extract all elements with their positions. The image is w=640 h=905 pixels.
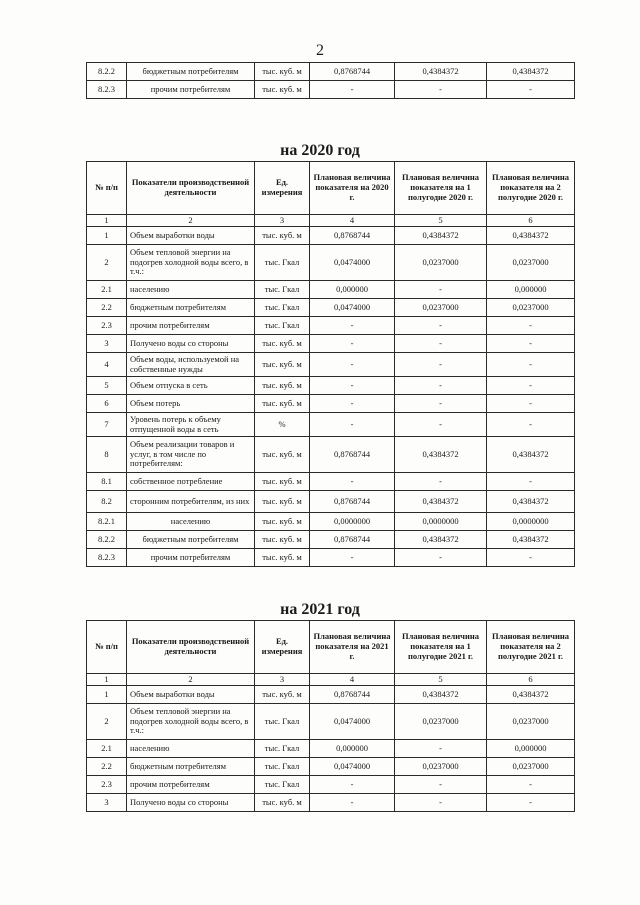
row-plan-h2: - — [487, 335, 575, 353]
row-plan-year: - — [310, 317, 395, 335]
header-indicator: Показатели производственной деятельности — [127, 162, 255, 215]
column-number: 3 — [255, 674, 310, 686]
row-indicator: бюджетным потребителям — [127, 299, 255, 317]
continuation-table-body — [87, 63, 575, 99]
row-plan-year: - — [310, 353, 395, 377]
header-indicator: Показатели производственной деятельности — [127, 621, 255, 674]
table-row — [87, 81, 575, 99]
row-plan-h2: 0,0237000 — [487, 704, 575, 740]
column-number: 5 — [395, 674, 487, 686]
row-plan-h2: 0,4384372 — [487, 491, 575, 513]
row-unit: тыс. куб. м — [255, 377, 310, 395]
row-indicator: бюджетным потребителям — [127, 531, 255, 549]
row-plan-year: 0,0000000 — [310, 513, 395, 531]
header-plan-year: Плановая величина показателя на 2020 г. — [310, 162, 395, 215]
row-unit: тыс. Гкал — [255, 245, 310, 281]
row-indicator: прочим потребителям — [127, 776, 255, 794]
table-row — [87, 776, 575, 794]
column-number: 5 — [395, 215, 487, 227]
table-row — [87, 549, 575, 567]
row-indicator: прочим потребителям — [127, 317, 255, 335]
row-plan-h1: 0,4384372 — [395, 531, 487, 549]
table-row — [87, 531, 575, 549]
row-number: 8.2 — [87, 491, 127, 513]
row-plan-year: 0,000000 — [310, 281, 395, 299]
table-2020 — [86, 161, 575, 567]
row-plan-year: 0,8768744 — [310, 491, 395, 513]
row-number: 2.1 — [87, 281, 127, 299]
row-plan-year: 0,0474000 — [310, 758, 395, 776]
header-plan-h1: Плановая величина показателя на 1 полугодие 2021 г. — [395, 621, 487, 674]
row-unit: тыс. Гкал — [255, 299, 310, 317]
row-plan-h1: 0,0000000 — [395, 513, 487, 531]
table-row — [87, 758, 575, 776]
header-plan-year: Плановая величина показателя на 2021 г. — [310, 621, 395, 674]
table-2021-body — [87, 686, 575, 812]
row-unit: тыс. куб. м — [255, 335, 310, 353]
row-number: 7 — [87, 413, 127, 437]
row-plan-year: - — [310, 395, 395, 413]
row-plan-h2: - — [487, 317, 575, 335]
row-indicator: прочим потребителям — [127, 549, 255, 567]
row-plan-year: 0,8768744 — [310, 227, 395, 245]
row-plan-year: 0,8768744 — [310, 686, 395, 704]
row-plan-h1: 0,0237000 — [395, 245, 487, 281]
row-unit: тыс. Гкал — [255, 704, 310, 740]
table-row — [87, 686, 575, 704]
column-number: 1 — [87, 674, 127, 686]
row-plan-h1: - — [395, 794, 487, 812]
row-unit: тыс. Гкал — [255, 281, 310, 299]
row-unit: тыс. куб. м — [255, 227, 310, 245]
table-row — [87, 377, 575, 395]
row-plan-h1: - — [395, 317, 487, 335]
row-number: 8.2.2 — [87, 63, 127, 81]
row-unit: тыс. куб. м — [255, 513, 310, 531]
row-plan-h1: 0,4384372 — [395, 437, 487, 473]
row-number: 3 — [87, 335, 127, 353]
header-unit: Ед. измерения — [255, 621, 310, 674]
row-plan-h1: - — [395, 353, 487, 377]
row-unit: тыс. куб. м — [255, 531, 310, 549]
row-plan-h2: 0,0237000 — [487, 758, 575, 776]
row-unit: тыс. Гкал — [255, 776, 310, 794]
page-number: 2 — [316, 42, 324, 59]
row-plan-h1: - — [395, 281, 487, 299]
row-plan-h2: 0,4384372 — [487, 227, 575, 245]
row-plan-h1: 0,0237000 — [395, 299, 487, 317]
column-number: 4 — [310, 674, 395, 686]
header-number: № п/п — [87, 162, 127, 215]
row-plan-h2: - — [487, 413, 575, 437]
table-row — [87, 299, 575, 317]
row-plan-year: - — [310, 335, 395, 353]
row-plan-h2: - — [487, 395, 575, 413]
row-number: 2.3 — [87, 776, 127, 794]
row-unit: тыс. Гкал — [255, 740, 310, 758]
table-row — [87, 704, 575, 740]
row-plan-h1: - — [395, 549, 487, 567]
row-plan-h1: 0,4384372 — [395, 491, 487, 513]
row-plan-h1: 0,4384372 — [395, 227, 487, 245]
row-number: 1 — [87, 227, 127, 245]
row-plan-h2: - — [487, 549, 575, 567]
row-plan-year: 0,0474000 — [310, 299, 395, 317]
table-row — [87, 413, 575, 437]
row-number: 2.2 — [87, 758, 127, 776]
header-plan-h2: Плановая величина показателя на 2 полугодие 2021 г. — [487, 621, 575, 674]
row-plan-h1: - — [395, 395, 487, 413]
row-unit: тыс. Гкал — [255, 317, 310, 335]
row-plan-year: - — [310, 473, 395, 491]
row-unit: тыс. куб. м — [255, 353, 310, 377]
table-row — [87, 513, 575, 531]
table-row — [87, 491, 575, 513]
header-plan-h2: Плановая величина показателя на 2 полугодие 2020 г. — [487, 162, 575, 215]
table-row — [87, 353, 575, 377]
row-number: 8.2.3 — [87, 81, 127, 99]
row-indicator: Объем выработки воды — [127, 227, 255, 245]
row-indicator: прочим потребителям — [127, 81, 255, 99]
row-indicator: населению — [127, 513, 255, 531]
table-2020-body — [87, 227, 575, 567]
row-plan-h2: - — [487, 377, 575, 395]
table-row — [87, 794, 575, 812]
row-number: 2 — [87, 704, 127, 740]
row-number: 8.2.1 — [87, 513, 127, 531]
row-unit: тыс. куб. м — [255, 473, 310, 491]
table-row — [87, 335, 575, 353]
row-unit: тыс. куб. м — [255, 63, 310, 81]
row-unit: тыс. Гкал — [255, 758, 310, 776]
row-indicator: Объем воды, используемой на собственные нужды — [127, 353, 255, 377]
row-plan-h2: 0,4384372 — [487, 531, 575, 549]
row-indicator: Объем тепловой энергии на подогрев холодной воды всего, в т.ч.: — [127, 245, 255, 281]
row-indicator: Объем реализации товаров и услуг, в том числе по потребителям: — [127, 437, 255, 473]
row-plan-h2: - — [487, 473, 575, 491]
row-plan-year: 0,0474000 — [310, 245, 395, 281]
row-plan-year: - — [310, 81, 395, 99]
continuation-table — [86, 62, 575, 99]
row-plan-h2: 0,000000 — [487, 740, 575, 758]
row-indicator: собственное потребление — [127, 473, 255, 491]
row-plan-year: - — [310, 794, 395, 812]
column-number: 3 — [255, 215, 310, 227]
row-indicator: Объем тепловой энергии на подогрев холодной воды всего, в т.ч.: — [127, 704, 255, 740]
row-unit: тыс. куб. м — [255, 395, 310, 413]
row-number: 8.1 — [87, 473, 127, 491]
row-unit: тыс. куб. м — [255, 437, 310, 473]
row-unit: тыс. куб. м — [255, 794, 310, 812]
row-number: 2.2 — [87, 299, 127, 317]
row-indicator: Объем выработки воды — [127, 686, 255, 704]
row-indicator: бюджетным потребителям — [127, 63, 255, 81]
row-unit: тыс. куб. м — [255, 81, 310, 99]
header-plan-h1: Плановая величина показателя на 1 полугодие 2020 г. — [395, 162, 487, 215]
row-indicator: населению — [127, 281, 255, 299]
table-2021 — [86, 620, 575, 812]
row-plan-h1: 0,4384372 — [395, 686, 487, 704]
row-plan-h2: 0,4384372 — [487, 437, 575, 473]
section-title-2021: на 2021 год — [280, 601, 360, 618]
table-row — [87, 317, 575, 335]
row-plan-h2: - — [487, 794, 575, 812]
row-plan-year: - — [310, 549, 395, 567]
row-plan-h1: 0,4384372 — [395, 63, 487, 81]
table-row — [87, 740, 575, 758]
row-number: 8.2.3 — [87, 549, 127, 567]
row-plan-h2: 0,0237000 — [487, 299, 575, 317]
row-indicator: бюджетным потребителям — [127, 758, 255, 776]
row-indicator: Объем отпуска в сеть — [127, 377, 255, 395]
row-plan-year: - — [310, 377, 395, 395]
row-number: 8.2.2 — [87, 531, 127, 549]
row-plan-year: 0,8768744 — [310, 63, 395, 81]
row-unit: тыс. куб. м — [255, 686, 310, 704]
header-unit: Ед. измерения — [255, 162, 310, 215]
column-number: 2 — [127, 674, 255, 686]
row-plan-h2: - — [487, 81, 575, 99]
row-plan-h2: 0,0237000 — [487, 245, 575, 281]
table-row — [87, 473, 575, 491]
row-plan-year: - — [310, 413, 395, 437]
row-plan-h1: - — [395, 740, 487, 758]
row-indicator: сторонним потребителям, из них — [127, 491, 255, 513]
row-number: 3 — [87, 794, 127, 812]
table-row — [87, 245, 575, 281]
row-plan-h1: - — [395, 776, 487, 794]
row-indicator: населению — [127, 740, 255, 758]
column-number: 2 — [127, 215, 255, 227]
row-plan-h1: - — [395, 473, 487, 491]
row-plan-h1: - — [395, 377, 487, 395]
row-number: 4 — [87, 353, 127, 377]
row-plan-year: 0,8768744 — [310, 437, 395, 473]
row-plan-h2: 0,0000000 — [487, 513, 575, 531]
row-plan-h2: - — [487, 776, 575, 794]
section-title-2020: на 2020 год — [280, 142, 360, 159]
column-number: 6 — [487, 215, 575, 227]
header-number: № п/п — [87, 621, 127, 674]
row-indicator: Получено воды со стороны — [127, 335, 255, 353]
row-plan-h2: 0,000000 — [487, 281, 575, 299]
row-indicator: Получено воды со стороны — [127, 794, 255, 812]
row-unit: % — [255, 413, 310, 437]
row-number: 1 — [87, 686, 127, 704]
row-plan-h2: 0,4384372 — [487, 686, 575, 704]
row-number: 2 — [87, 245, 127, 281]
column-number: 1 — [87, 215, 127, 227]
column-number: 4 — [310, 215, 395, 227]
row-number: 2.3 — [87, 317, 127, 335]
row-plan-year: 0,0474000 — [310, 704, 395, 740]
row-indicator: Объем потерь — [127, 395, 255, 413]
row-plan-h2: - — [487, 353, 575, 377]
row-number: 6 — [87, 395, 127, 413]
row-plan-h1: - — [395, 335, 487, 353]
row-indicator: Уровень потерь к объему отпущенной воды в сеть — [127, 413, 255, 437]
table-row — [87, 437, 575, 473]
row-number: 8 — [87, 437, 127, 473]
row-unit: тыс. куб. м — [255, 491, 310, 513]
row-plan-h1: 0,0237000 — [395, 758, 487, 776]
table-row — [87, 395, 575, 413]
table-row — [87, 281, 575, 299]
row-unit: тыс. куб. м — [255, 549, 310, 567]
row-plan-year: 0,000000 — [310, 740, 395, 758]
table-row — [87, 227, 575, 245]
row-number: 5 — [87, 377, 127, 395]
row-number: 2.1 — [87, 740, 127, 758]
row-plan-year: 0,8768744 — [310, 531, 395, 549]
row-plan-h1: 0,0237000 — [395, 704, 487, 740]
row-plan-year: - — [310, 776, 395, 794]
column-number: 6 — [487, 674, 575, 686]
row-plan-h2: 0,4384372 — [487, 63, 575, 81]
row-plan-h1: - — [395, 81, 487, 99]
row-plan-h1: - — [395, 413, 487, 437]
table-row — [87, 63, 575, 81]
